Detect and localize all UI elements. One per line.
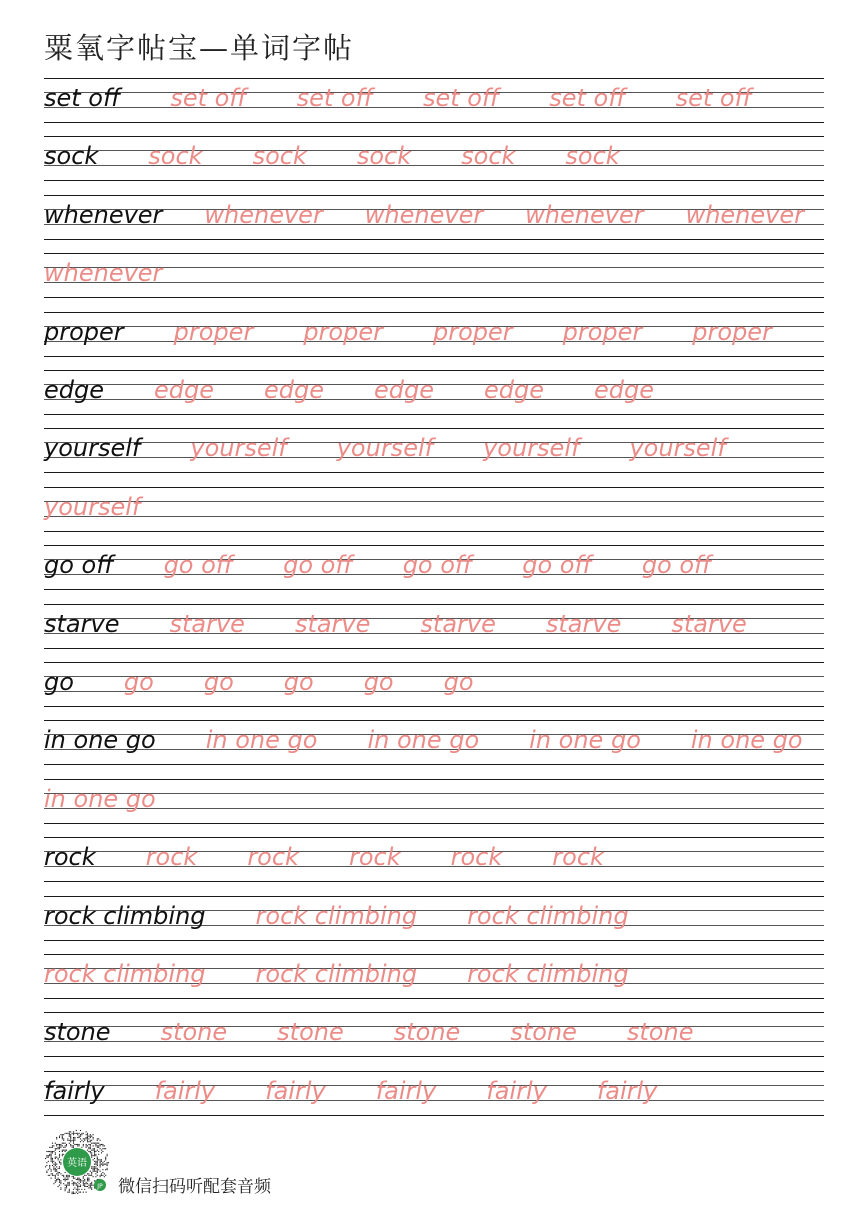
practice-row (44, 1071, 824, 1129)
practice-row (44, 896, 824, 954)
trace-word: stone (626, 1018, 694, 1047)
model-word: whenever (44, 200, 163, 229)
ruling-line (44, 764, 824, 765)
ruling-line (44, 195, 824, 196)
model-word: go off (44, 551, 114, 580)
practice-row (44, 1012, 824, 1070)
trace-word: stone (393, 1018, 461, 1047)
model-word: in one go (44, 726, 156, 755)
trace-word: rock (247, 843, 299, 872)
trace-word: in one go (205, 726, 318, 755)
page-title: 粟氧字帖宝—单词字帖 (44, 31, 355, 65)
ruling-line (44, 706, 824, 707)
trace-word: go off (283, 551, 353, 580)
trace-word: rock climbing (255, 960, 418, 988)
trace-word: in one go (44, 784, 156, 813)
trace-word: go off (163, 551, 234, 580)
ruling-line (44, 793, 824, 794)
trace-word: stone (277, 1018, 344, 1047)
trace-word: edge (484, 376, 544, 404)
ruling-line (44, 881, 824, 882)
ruling-line (44, 676, 824, 677)
ruling-line (44, 253, 824, 254)
trace-word: sock (252, 142, 307, 171)
ruling-line (44, 940, 824, 941)
ruling-line (44, 998, 824, 999)
ruling-line (44, 823, 824, 824)
trace-word: rock (450, 843, 503, 872)
ruling-line (44, 662, 824, 663)
ruling-line (44, 414, 824, 415)
trace-word: proper (692, 317, 772, 346)
trace-word: proper (562, 317, 643, 346)
trace-word: yourself (483, 434, 580, 463)
ruling-line (44, 472, 824, 473)
model-word: go (44, 668, 74, 696)
trace-word: go off (641, 551, 712, 580)
ruling-line (44, 604, 824, 605)
ruling-line (44, 837, 824, 838)
ruling-line (44, 808, 824, 809)
practice-row (44, 604, 824, 662)
ruling-line (44, 531, 824, 532)
ruling-line (44, 779, 824, 780)
model-word: fairly (44, 1076, 105, 1105)
trace-word: fairly (375, 1076, 437, 1105)
practice-row (44, 195, 824, 253)
trace-word: starve (671, 609, 747, 638)
trace-word: go off (402, 551, 473, 580)
trace-word: edge (594, 376, 654, 404)
practice-row (44, 720, 824, 778)
ruling-line (44, 312, 824, 313)
ruling-line (44, 1012, 824, 1013)
ruling-line (44, 954, 824, 955)
ruling-line (44, 487, 824, 488)
practice-row (44, 487, 824, 545)
trace-word: whenever (44, 259, 163, 288)
ruling-line (44, 370, 824, 371)
trace-word: whenever (685, 200, 804, 229)
trace-word: yourself (629, 434, 726, 463)
trace-word: fairly (265, 1076, 326, 1105)
model-word: yourself (44, 434, 141, 463)
trace-word: starve (545, 609, 622, 638)
ruling-line (44, 648, 824, 649)
trace-word: starve (169, 609, 245, 638)
trace-word: whenever (525, 200, 644, 229)
trace-word: go (123, 668, 154, 696)
ruling-line (44, 589, 824, 590)
ruling-line (44, 1056, 824, 1057)
trace-word: sock (461, 142, 516, 171)
trace-word: rock climbing (44, 960, 206, 988)
practice-row (44, 837, 824, 895)
qr-code-icon[interactable] (42, 1128, 112, 1196)
scan-instruction: 微信扫码听配套音频 (118, 1177, 271, 1197)
trace-word: starve (294, 609, 371, 638)
model-word: set off (44, 84, 121, 112)
trace-word: go (363, 668, 394, 696)
trace-word: whenever (204, 200, 323, 229)
practice-row (44, 779, 824, 837)
trace-word: rock (348, 843, 401, 872)
trace-word: set off (422, 84, 500, 112)
qr-badge-text: 英语 (67, 1158, 87, 1169)
practice-row (44, 78, 824, 136)
model-word: sock (44, 142, 99, 171)
trace-word: rock climbing (467, 901, 629, 930)
practice-row (44, 136, 824, 194)
trace-word: go off (522, 551, 592, 580)
trace-word: proper (432, 317, 513, 346)
practice-row (44, 545, 824, 603)
model-word: edge (44, 376, 104, 404)
practice-row (44, 312, 824, 370)
ruling-line (44, 239, 824, 240)
ruling-line (44, 691, 824, 692)
ruling-line (44, 501, 824, 502)
ruling-line (44, 136, 824, 137)
ruling-line (44, 78, 824, 79)
practice-row (44, 428, 824, 486)
qr-small-badge-text: JP (97, 1183, 103, 1190)
model-word: stone (44, 1018, 111, 1047)
trace-word: fairly (154, 1076, 216, 1105)
trace-word: rock climbing (255, 901, 418, 930)
trace-word: fairly (486, 1076, 547, 1105)
trace-word: sock (565, 142, 620, 171)
model-word: rock (44, 843, 96, 872)
trace-word: stone (510, 1018, 577, 1047)
ruling-line (44, 896, 824, 897)
ruling-line (44, 428, 824, 429)
ruling-line (44, 1071, 824, 1072)
trace-word: edge (264, 376, 324, 404)
trace-word: set off (549, 84, 626, 112)
trace-word: rock (145, 843, 198, 872)
trace-word: edge (154, 376, 214, 404)
trace-word: in one go (529, 726, 641, 755)
trace-word: yourself (44, 492, 141, 521)
ruling-line (44, 720, 824, 721)
trace-word: whenever (364, 200, 484, 229)
trace-word: sock (148, 142, 203, 171)
trace-word: in one go (690, 726, 803, 755)
trace-word: fairly (596, 1076, 658, 1105)
footer (42, 1128, 342, 1200)
trace-word: starve (420, 609, 496, 638)
trace-word: go (283, 668, 314, 696)
model-word: starve (44, 609, 120, 638)
trace-word: set off (296, 84, 373, 112)
practice-row (44, 253, 824, 311)
practice-row (44, 954, 824, 1012)
ruling-line (44, 122, 824, 123)
trace-word: rock (552, 843, 604, 872)
ruling-line (44, 297, 824, 298)
ruling-line (44, 545, 824, 546)
trace-word: rock climbing (467, 960, 629, 988)
trace-word: sock (356, 142, 412, 171)
practice-row (44, 370, 824, 428)
model-word: rock climbing (44, 901, 206, 930)
trace-word: stone (160, 1018, 228, 1047)
trace-word: yourself (190, 434, 287, 463)
ruling-line (44, 356, 824, 357)
trace-word: in one go (367, 726, 480, 755)
trace-word: set off (170, 84, 247, 112)
ruling-line (44, 1115, 824, 1116)
model-word: proper (44, 317, 124, 346)
trace-word: go (443, 668, 474, 696)
trace-word: edge (374, 376, 434, 404)
practice-row (44, 662, 824, 720)
trace-word: set off (675, 84, 752, 112)
trace-word: proper (303, 317, 383, 346)
trace-word: go (203, 668, 234, 696)
ruling-line (44, 516, 824, 517)
trace-word: proper (173, 317, 254, 346)
ruling-line (44, 180, 824, 181)
trace-word: yourself (336, 434, 434, 463)
